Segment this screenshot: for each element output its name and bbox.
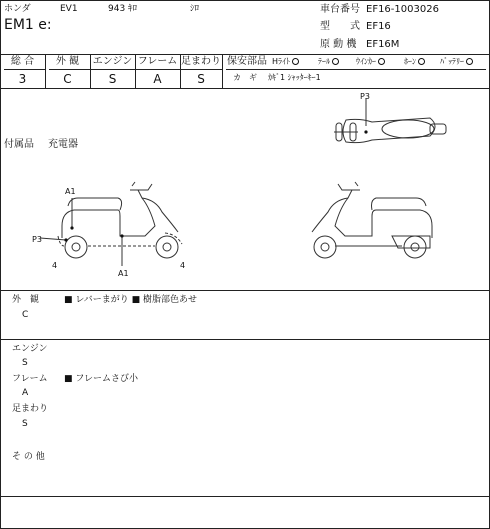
security-item-headlight: Hﾗｲﾄ	[272, 58, 299, 66]
check-circle-icon	[332, 58, 339, 65]
type-label: 型 式	[320, 21, 360, 32]
marker-a1-front: A1	[65, 187, 76, 196]
check-circle-icon	[418, 58, 425, 65]
key-label: カ ギ	[233, 73, 257, 82]
divider	[0, 54, 490, 55]
notes-engine-grade: S	[22, 358, 28, 368]
engine-value: S	[108, 72, 117, 86]
model-name: EM1 e:	[4, 17, 52, 33]
marker-dot	[364, 130, 367, 133]
frame-label: フレーム	[137, 56, 178, 67]
check-circle-icon	[378, 58, 385, 65]
divider	[4, 69, 45, 70]
notes-frame-grade: A	[22, 388, 29, 398]
scooter-right-view	[312, 182, 432, 258]
check-circle-icon	[292, 58, 299, 65]
divider	[222, 54, 223, 88]
notes-frame-label: フレーム	[12, 374, 48, 384]
notes-engine-label: エンジン	[12, 344, 48, 354]
model-code: EV1	[60, 4, 78, 14]
scooter-top-view	[334, 98, 446, 143]
security-item-tail: ﾃｰﾙ	[318, 58, 339, 66]
suspension-label: 足まわり	[181, 56, 221, 67]
security-label: 保安部品	[227, 56, 267, 67]
marker-dot	[120, 234, 123, 237]
security-item-battery: ﾊﾞｯﾃﾘｰ	[440, 58, 473, 66]
key-value: ｶｷﾞ1 ｼｬｯﾀｰｷｰ1	[268, 73, 321, 82]
notes-exterior-grade: C	[22, 310, 29, 320]
divider	[0, 339, 490, 340]
engine-model-label: 原 動 機	[320, 39, 357, 50]
frame-number-value: EF16-1003026	[366, 4, 439, 15]
mileage: 943 ｷﾛ	[108, 4, 138, 14]
divider	[226, 69, 486, 70]
security-item-winker: ｳｲﾝｶｰ	[356, 58, 385, 66]
exterior-label: 外 観	[55, 56, 80, 67]
engine-label: エンジン	[92, 56, 133, 67]
marker-p3-top: P3	[360, 92, 370, 101]
accessories-value: 充電器	[48, 139, 78, 150]
notes-suspension-label: 足まわり	[12, 404, 49, 414]
marker-a1-bottom: A1	[118, 269, 129, 278]
check-circle-icon	[466, 58, 473, 65]
frame-number-label: 車台番号	[320, 4, 360, 15]
marker-4-left: 4	[52, 261, 58, 270]
divider	[49, 69, 222, 70]
divider	[0, 290, 490, 291]
accessories-label: 付属品	[4, 139, 34, 150]
notes-suspension-grade: S	[22, 419, 28, 429]
divider	[0, 496, 490, 497]
engine-model-value: EF16M	[366, 39, 400, 50]
frame-value: A	[153, 72, 162, 86]
marker-dot	[64, 238, 67, 241]
scooter-left-view	[40, 182, 182, 266]
marker-dot	[70, 226, 73, 229]
exterior-value: C	[63, 72, 72, 86]
notes-exterior-label: 外 観	[12, 295, 40, 305]
security-item-horn: ﾎｰﾝ	[404, 58, 425, 66]
marker-p3-side: P3	[32, 235, 42, 244]
color: ｼﾛ	[190, 4, 200, 14]
overall-label: 総 合	[10, 56, 35, 67]
suspension-value: S	[197, 72, 205, 86]
marker-4-right: 4	[180, 261, 186, 270]
maker: ホンダ	[4, 4, 31, 14]
type-value: EF16	[366, 21, 391, 32]
notes-frame-items: ■ フレームさび小	[64, 374, 139, 384]
notes-other-label: そ の 他	[12, 452, 45, 462]
notes-exterior-items: ■ レバーまがり ■ 樹脂部色あせ	[64, 295, 197, 305]
overall-value: 3	[18, 72, 27, 86]
